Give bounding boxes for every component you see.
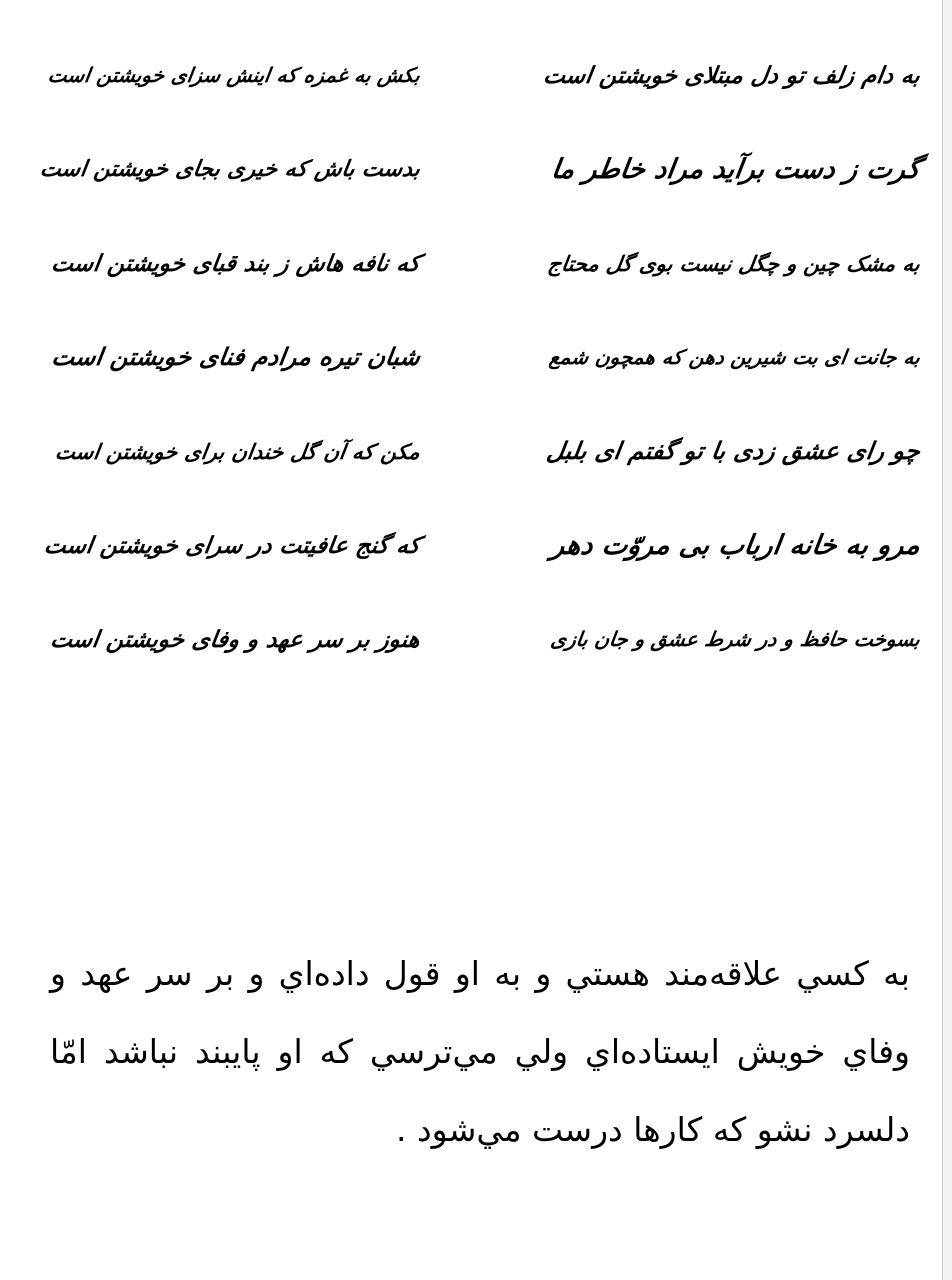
couplet-6 bbox=[40, 498, 923, 592]
couplet-2 bbox=[38, 122, 923, 216]
couplet-7 bbox=[40, 592, 920, 686]
hemistich-first: به جانت ای بت شیرین دهن که همچون شمع bbox=[547, 345, 922, 369]
hemistich-first: به مشک چین و چگل نیست بوی گل محتاج bbox=[546, 250, 922, 276]
hemistich-second: که گنج عافیتت در سرای خویشتن است bbox=[42, 531, 422, 559]
hemistich-first: چو رای عشق زدی با تو گفتم ای بلبل bbox=[544, 436, 923, 465]
couplet-5 bbox=[40, 404, 923, 498]
couplet-3 bbox=[40, 216, 920, 310]
interpretation-paragraph: به كسي علاقه‌مند هستي و به او قول داده‌اي و بر سر عهد و وفاي خويش ايستاده‌اي ولي مي‌ترسي كه او پايبند نباشد امّا دلسرد نشو كه كارها درست مي‌شود . bbox=[50, 954, 910, 1149]
scrollbar-track[interactable] bbox=[942, 0, 952, 1280]
hemistich-first: بسوخت حافظ و در شرط عشق و جان بازی bbox=[549, 627, 922, 651]
poem-ghazal bbox=[38, 28, 923, 686]
hemistich-second: بدست باش که خیری بجای خویشتن است bbox=[38, 156, 422, 182]
hemistich-first: به دام زلف تو دل مبتلای خویشتن است bbox=[541, 61, 922, 89]
hemistich-second: که نافه هاش ز بند قبای خویشتن است bbox=[49, 249, 422, 277]
couplet-4 bbox=[40, 310, 920, 404]
hemistich-second: شبان تیره مرادم فنای خویشتن است bbox=[49, 342, 423, 371]
couplet-1 bbox=[40, 28, 920, 122]
hemistich-second: هنوز بر سر عهد و وفای خویشتن است bbox=[48, 625, 422, 653]
hemistich-first: مرو به خانه ارباب بی مروّت دهر bbox=[549, 529, 923, 561]
hemistich-first: گرت ز دست برآید مراد خاطر ما bbox=[549, 153, 923, 185]
hemistich-second: بکش به غمزه که اینش سزای خویشتن است bbox=[46, 63, 422, 87]
hemistich-second: مکن که آن گل خندان برای خویشتن است bbox=[53, 438, 422, 464]
